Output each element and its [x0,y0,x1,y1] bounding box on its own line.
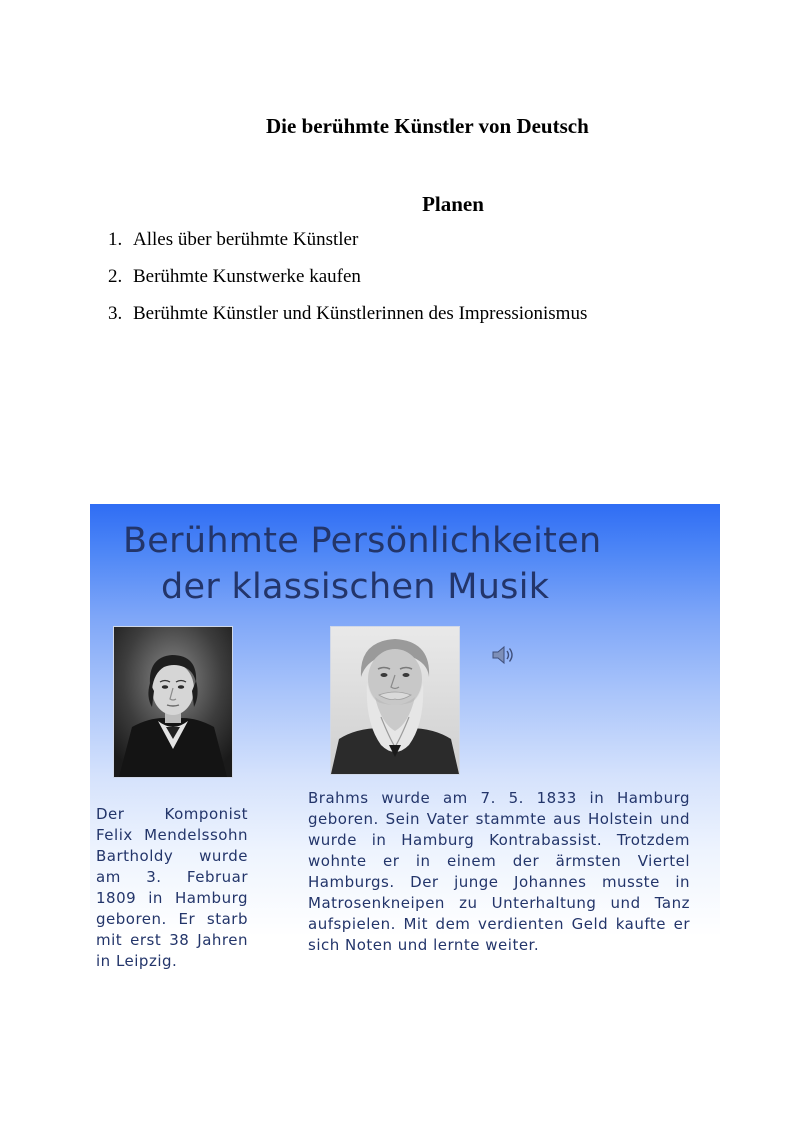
mendelssohn-portrait [113,626,233,778]
brahms-caption: Brahms wurde am 7. 5. 1833 in Hamburg geboren. Sein Vater stammte aus Holstein und wurde in Hamburg Kontrabassist. Trotzdem wohnte er in einem der ärmsten Viertel Hamburgs. Der junge Johannes musste in Matrosenkneipen zu Unterhaltung und Tanz aufspielen. Mit dem verdienten Geld kaufte er sich Noten und lernte weiter. [308,789,690,954]
list-item [108,266,587,303]
list-item-text: Alles über berühmte Künstler [133,229,359,250]
plan-list [108,229,587,340]
list-item [108,229,587,266]
brahms-portrait [330,626,460,775]
document-title: Die berühmte Künstler von Deutsch [266,114,589,138]
list-item-number: 1. [108,229,123,250]
list-item-number: 3. [108,303,123,324]
list-item-text: Berühmte Künstler und Künstlerinnen des Impressionismus [133,303,588,324]
slide-title-line2: der klassischen Musik [161,567,550,607]
plan-heading: Planen [422,192,484,216]
speaker-icon[interactable] [491,644,517,666]
slide-title [123,518,703,610]
embedded-slide [90,504,720,974]
list-item-number: 2. [108,266,123,287]
list-item-text: Berühmte Kunstwerke kaufen [133,266,361,287]
mendelssohn-caption: Der Komponist Felix Mendelssohn Bartholdy wurde am 3. Februar 1809 in Hamburg geboren. Er starb mit erst 38 Jahren in Leipzig. [96,805,248,970]
slide-title-line1: Berühmte Persönlichkeiten [123,521,602,561]
list-item [108,303,587,340]
